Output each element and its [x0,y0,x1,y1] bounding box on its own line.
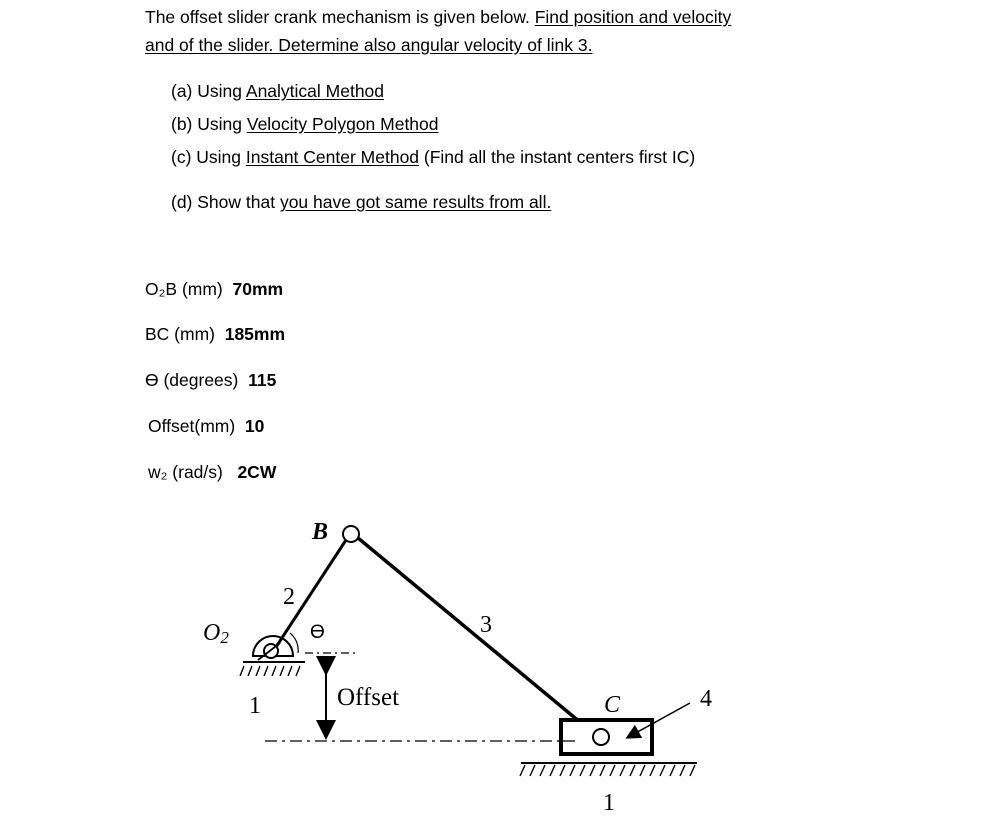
label-o2-main: O [203,620,221,646]
param-value: 115 [248,370,277,390]
task-method: you have got same results from all. [279,192,552,212]
param-value: 70mm [232,279,284,299]
param-value: 10 [244,416,265,436]
label-o2 [203,620,229,647]
ground-slider [520,763,697,776]
task-suffix: (Find all the instant centers first IC) [419,147,696,167]
task-label: (b) Using [171,114,247,134]
problem-intro-text: The offset slider crank mechanism is given below. [145,7,535,27]
param-label: Offset(mm) [148,416,236,436]
task-label: (d) Show that [171,192,280,212]
param-value: 2CW [237,462,277,482]
label-ground-right: 1 [603,790,615,816]
label-link-3: 3 [480,612,492,638]
param-label: w₂ (rad/s) [148,462,223,482]
param-label: ϴ (degrees) [145,370,239,390]
label-theta: ϴ [310,622,325,643]
label-link-2: 2 [283,584,295,610]
label-c: C [604,692,621,718]
joint-c [593,729,609,745]
param-value: 185mm [224,324,286,344]
label-offset: Offset [337,684,400,711]
task-label: (c) Using [171,147,246,167]
label-ground-left: 1 [249,693,261,719]
joint-b [343,526,359,542]
problem-underlined-text-2: and of the slider. Determine also angular velocity of link 3. [145,35,593,55]
label-link-4: 4 [700,686,712,712]
task-method: Velocity Polygon Method [246,114,439,134]
task-label: (a) Using [171,81,246,101]
ground-pivot-o2 [240,636,305,676]
label-b: B [312,519,329,545]
problem-underlined-text-1: Find position and velocity [534,7,732,27]
param-label: BC (mm) [145,324,215,344]
task-method: Analytical Method [245,81,385,101]
label-o2-sub: 2 [220,628,229,647]
param-label: O₂B (mm) [145,279,223,299]
task-method: Instant Center Method [245,147,420,167]
